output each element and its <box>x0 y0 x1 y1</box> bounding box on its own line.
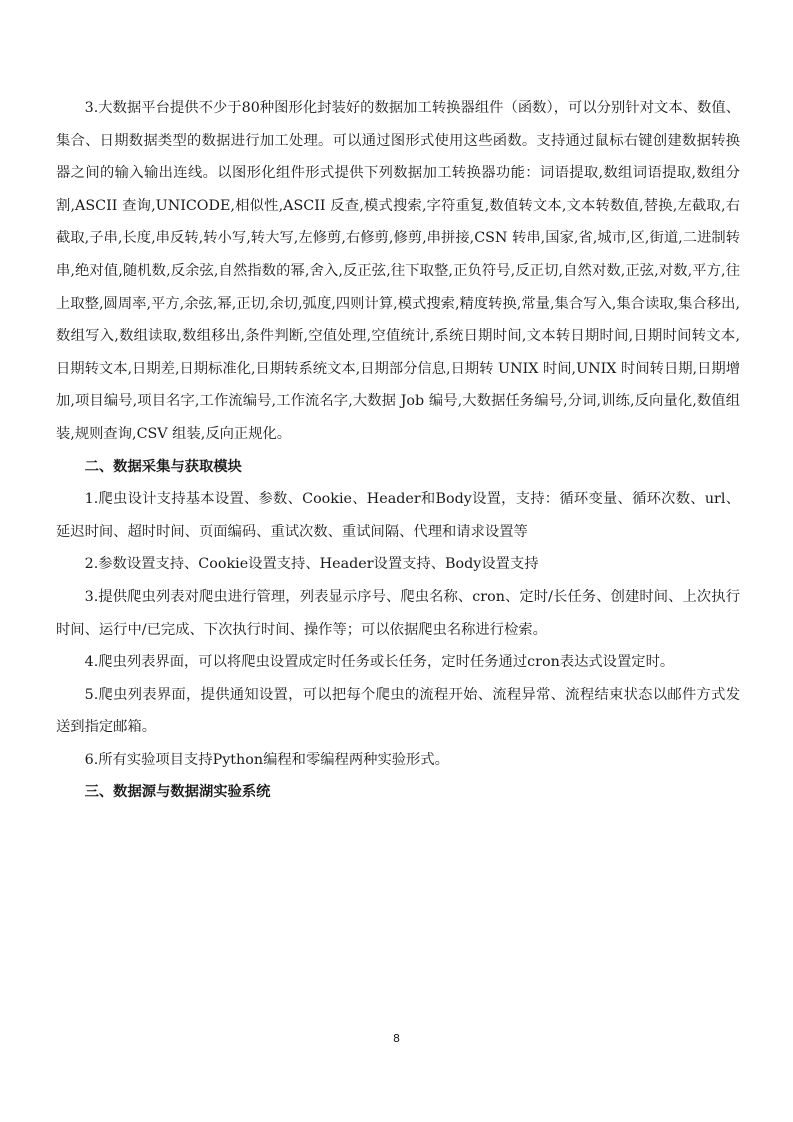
paragraph-crawler-notification: 5.爬虫列表界面，提供通知设置，可以把每个爬虫的流程开始、流程异常、流程结束状态以邮件方式发送到指定邮箱。 <box>56 686 740 736</box>
paragraph-parameter-settings: 2.参数设置支持、Cookie设置支持、Header设置支持、Body设置支持 <box>84 556 539 573</box>
paragraph-crawler-scheduling: 4.爬虫列表界面，可以将爬虫设置成定时任务或长任务，定时任务通过cron表达式设置定时。 <box>84 654 675 671</box>
paragraph-experiment-modes: 6.所有实验项目支持Python编程和零编程两种实验形式。 <box>84 751 449 768</box>
document-body <box>56 92 740 809</box>
section-heading-data-collection: 二、数据采集与获取模块 <box>84 458 242 475</box>
section-heading-data-lake: 三、数据源与数据湖实验系统 <box>84 784 271 801</box>
page-number: 8 <box>393 1032 400 1045</box>
paragraph-converter-functions: 3.大数据平台提供不少于80种图形化封装好的数据加工转换器组件（函数），可以分别针对文本、数值、集合、日期数据类型的数据进行加工处理。可以通过图形式使用这些函数。支持通过鼠标右键创建数据转换器之间的输入输出连线。以图形化组件形式提供下列数据加工转换器功能：词语提取,数组词语提取,数组分割,ASCII 查询,UNICODE,相似性,ASCII 反查,模式搜索,字符重复,数值转文本,文本转数值,替换,左截取,右截取,子串,长度,串反转,转小写,转大写,左修剪,右修剪,修剪,串拼接,CSN 转串,国家,省,城市,区,街道,二进制转串,绝对值,随机数,反余弦,自然指数的幂,舍入,反正弦,往下取整,正负符号,反正切,自然对数,正弦,对数,平方,往上取整,圆周率,平方,余弦,幂,正切,余切,弧度,四则计算,模式搜索,精度转换,常量,集合写入,集合读取,集合移出,数组写入,数组读取,数组移出,条件判断,空值处理,空值统计,系统日期时间,文本转日期时间,日期时间转文本,日期转文本,日期差,日期标准化,日期转系统文本,日期部分信息,日期转 UNIX 时间,UNIX 时间转日期,日期增加,项目编号,项目名字,工作流编号,工作流名字,大数据 Job 编号,大数据任务编号,分词,训练,反向量化,数值组装,规则查询,CSV 组装,反向正规化。 <box>56 100 740 442</box>
paragraph-crawler-list: 3.提供爬虫列表对爬虫进行管理，列表显示序号、爬虫名称、cron、定时/长任务、创建时间、上次执行时间、运行中/已完成、下次执行时间、操作等；可以依据爬虫名称进行检索。 <box>56 588 740 638</box>
paragraph-crawler-design: 1.爬虫设计支持基本设置、参数、Cookie、Header和Body设置，支持：循环变量、循环次数、url、延迟时间、超时时间、页面编码、重试次数、重试间隔、代理和请求设置等 <box>56 491 740 540</box>
